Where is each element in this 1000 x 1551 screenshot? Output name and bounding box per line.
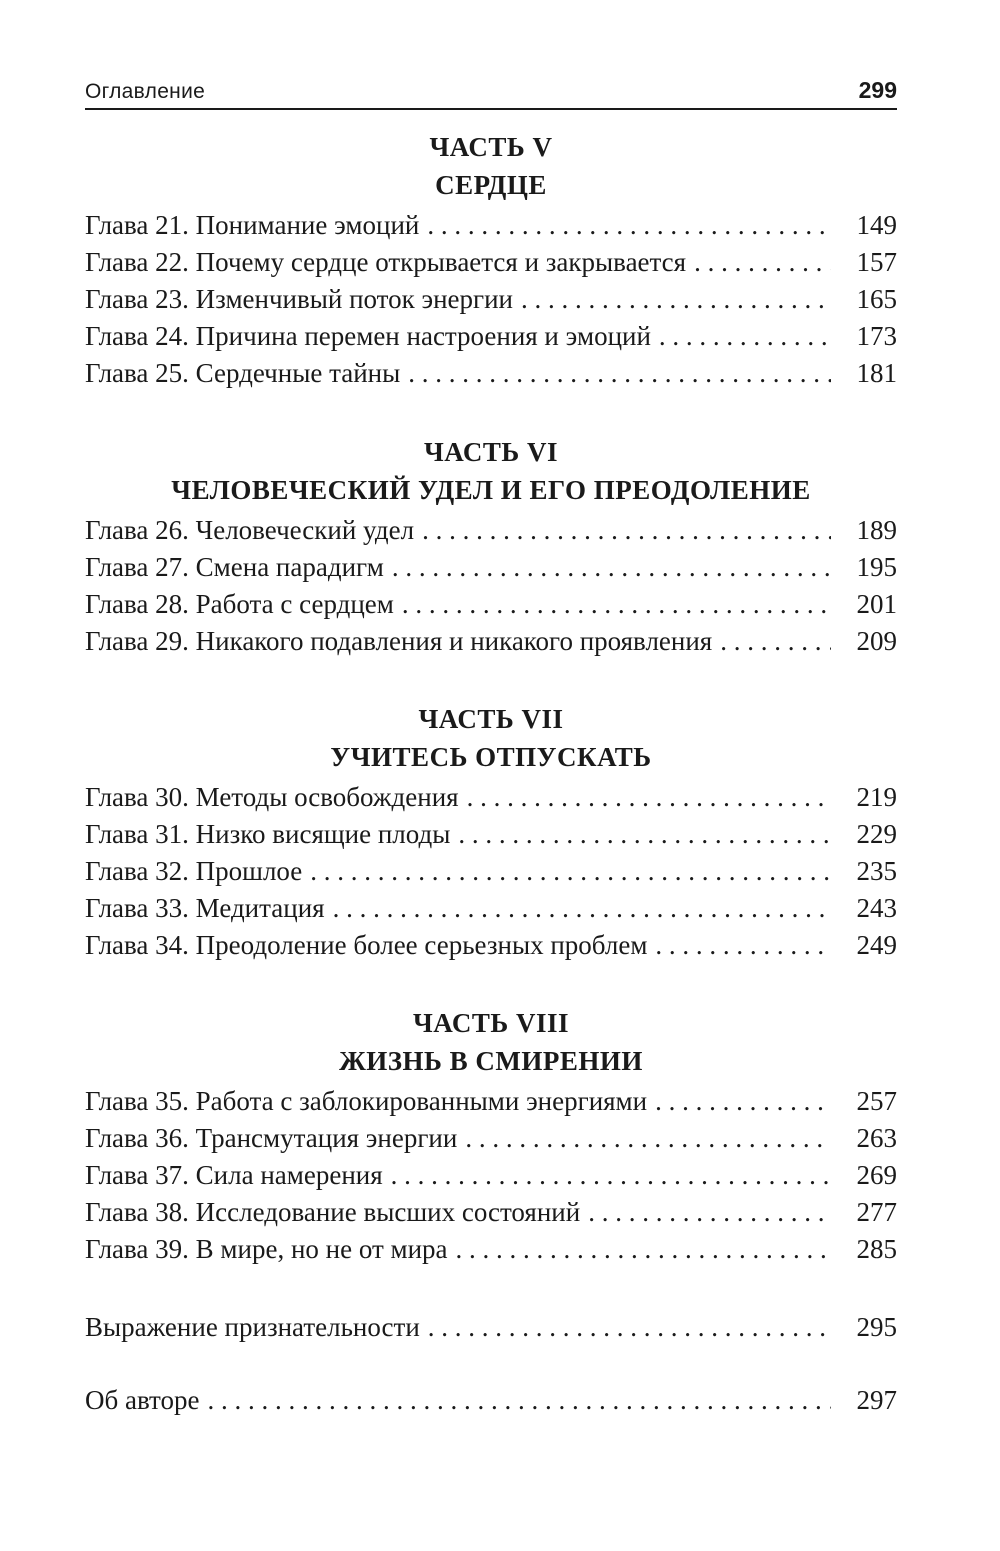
- chapter-page: 173: [856, 321, 897, 351]
- toc-entry[interactable]: [85, 623, 897, 660]
- toc-entry[interactable]: [85, 816, 897, 853]
- chapter-page: 249: [856, 930, 897, 960]
- chapter-page: 235: [856, 856, 897, 886]
- toc-entry[interactable]: [85, 512, 897, 549]
- chapter-title: Глава 21. Понимание эмоций: [85, 210, 420, 240]
- dot-leader: [392, 549, 831, 586]
- toc-entry[interactable]: [85, 1382, 897, 1419]
- dot-leader: [465, 1120, 831, 1157]
- chapter-title: Глава 28. Работа с сердцем: [85, 589, 394, 619]
- chapter-page: 209: [856, 626, 897, 656]
- chapter-page: 257: [856, 1086, 897, 1116]
- chapter-page: 269: [856, 1160, 897, 1190]
- chapter-title: Глава 38. Исследование высших состояний: [85, 1197, 581, 1227]
- toc-entry[interactable]: [85, 586, 897, 623]
- chapter-page: 201: [856, 589, 897, 619]
- dot-leader: [659, 318, 831, 355]
- chapter-page: 165: [856, 284, 897, 314]
- chapter-page: 285: [856, 1234, 897, 1264]
- dot-leader: [655, 1083, 831, 1120]
- dot-leader: [655, 927, 831, 964]
- toc-entry[interactable]: [85, 244, 897, 281]
- toc-entry[interactable]: [85, 853, 897, 890]
- back-matter-page: 297: [856, 1385, 897, 1415]
- back-matter-title: Выражение признательности: [85, 1312, 420, 1342]
- chapter-title: Глава 24. Причина перемен настроения и эмоций: [85, 321, 651, 351]
- dot-leader: [408, 355, 831, 392]
- chapter-title: Глава 36. Трансмутация энергии: [85, 1123, 458, 1153]
- part-title: ЧАСТЬ VIII: [412, 1008, 570, 1038]
- toc-entry[interactable]: [85, 207, 897, 244]
- dot-leader: [428, 1309, 831, 1346]
- back-matter-acknowledgements: [85, 1309, 897, 1346]
- back-matter-about-author: [85, 1382, 897, 1419]
- toc-entry[interactable]: [85, 281, 897, 318]
- chapter-title: Глава 39. В мире, но не от мира: [85, 1234, 448, 1264]
- chapter-page: 157: [856, 247, 897, 277]
- chapter-title: Глава 30. Методы освобождения: [85, 782, 459, 812]
- chapter-title: Глава 23. Изменчивый поток энергии: [85, 284, 513, 314]
- dot-leader: [588, 1194, 831, 1231]
- chapter-page: 149: [856, 210, 897, 240]
- toc-entry[interactable]: [85, 1309, 897, 1346]
- chapter-page: 277: [856, 1197, 897, 1227]
- chapter-list: [85, 779, 897, 964]
- part-subtitle: ЖИЗНЬ В СМИРЕНИИ: [339, 1046, 643, 1076]
- chapter-page: 229: [856, 819, 897, 849]
- toc-entry[interactable]: [85, 355, 897, 392]
- chapter-title: Глава 32. Прошлое: [85, 856, 303, 886]
- chapter-title: Глава 31. Низко висящие плоды: [85, 819, 451, 849]
- dot-leader: [456, 1231, 831, 1268]
- toc-entry[interactable]: [85, 1194, 897, 1231]
- dot-leader: [720, 623, 831, 660]
- running-head: [85, 76, 897, 110]
- chapter-list: [85, 1083, 897, 1268]
- back-matter-title: Об авторе: [85, 1385, 200, 1415]
- dot-leader: [458, 816, 831, 853]
- chapter-title: Глава 22. Почему сердце открывается и закрывается: [85, 247, 687, 277]
- dot-leader: [333, 890, 831, 927]
- back-matter-page: 295: [856, 1312, 897, 1342]
- part-title: ЧАСТЬ VI: [423, 437, 559, 467]
- dot-leader: [391, 1157, 831, 1194]
- part-vi: [85, 433, 897, 660]
- chapter-title: Глава 25. Сердечные тайны: [85, 358, 401, 388]
- toc-entry[interactable]: [85, 1231, 897, 1268]
- dot-leader: [521, 281, 831, 318]
- chapter-page: 263: [856, 1123, 897, 1153]
- chapter-page: 189: [856, 515, 897, 545]
- part-title: ЧАСТЬ VII: [418, 704, 564, 734]
- toc-entry[interactable]: [85, 1120, 897, 1157]
- chapter-page: 181: [856, 358, 897, 388]
- running-head-title: Оглавление: [85, 80, 206, 103]
- chapter-list: [85, 207, 897, 392]
- dot-leader: [427, 207, 831, 244]
- toc-entry[interactable]: [85, 927, 897, 964]
- part-vii: [85, 700, 897, 964]
- dot-leader: [310, 853, 831, 890]
- chapter-list: [85, 512, 897, 660]
- chapter-page: 195: [856, 552, 897, 582]
- toc-entry[interactable]: [85, 318, 897, 355]
- chapter-title: Глава 37. Сила намерения: [85, 1160, 383, 1190]
- toc-entry[interactable]: [85, 1083, 897, 1120]
- part-subtitle: ЧЕЛОВЕЧЕСКИЙ УДЕЛ И ЕГО ПРЕОДОЛЕНИЕ: [171, 475, 811, 505]
- toc-entry[interactable]: [85, 779, 897, 816]
- toc-entry[interactable]: [85, 890, 897, 927]
- part-subtitle: СЕРДЦЕ: [435, 170, 547, 200]
- chapter-page: 243: [856, 893, 897, 923]
- chapter-title: Глава 27. Смена парадигм: [85, 552, 384, 582]
- toc-entry[interactable]: [85, 549, 897, 586]
- page-number: 299: [858, 77, 897, 103]
- dot-leader: [467, 779, 831, 816]
- part-viii: [85, 1004, 897, 1268]
- dot-leader: [402, 586, 831, 623]
- dot-leader: [207, 1382, 831, 1419]
- part-subtitle: УЧИТЕСЬ ОТПУСКАТЬ: [330, 742, 652, 772]
- toc-page: [85, 0, 897, 1551]
- chapter-title: Глава 33. Медитация: [85, 893, 325, 923]
- chapter-title: Глава 35. Работа с заблокированными энергиями: [85, 1086, 648, 1116]
- chapter-page: 219: [856, 782, 897, 812]
- dot-leader: [422, 512, 831, 549]
- chapter-title: Глава 29. Никакого подавления и никакого проявления: [85, 626, 713, 656]
- chapter-title: Глава 26. Человеческий удел: [85, 515, 415, 545]
- chapter-title: Глава 34. Преодоление более серьезных проблем: [85, 930, 648, 960]
- dot-leader: [694, 244, 831, 281]
- part-title: ЧАСТЬ V: [429, 132, 553, 162]
- toc-entry[interactable]: [85, 1157, 897, 1194]
- part-v: [85, 128, 897, 392]
